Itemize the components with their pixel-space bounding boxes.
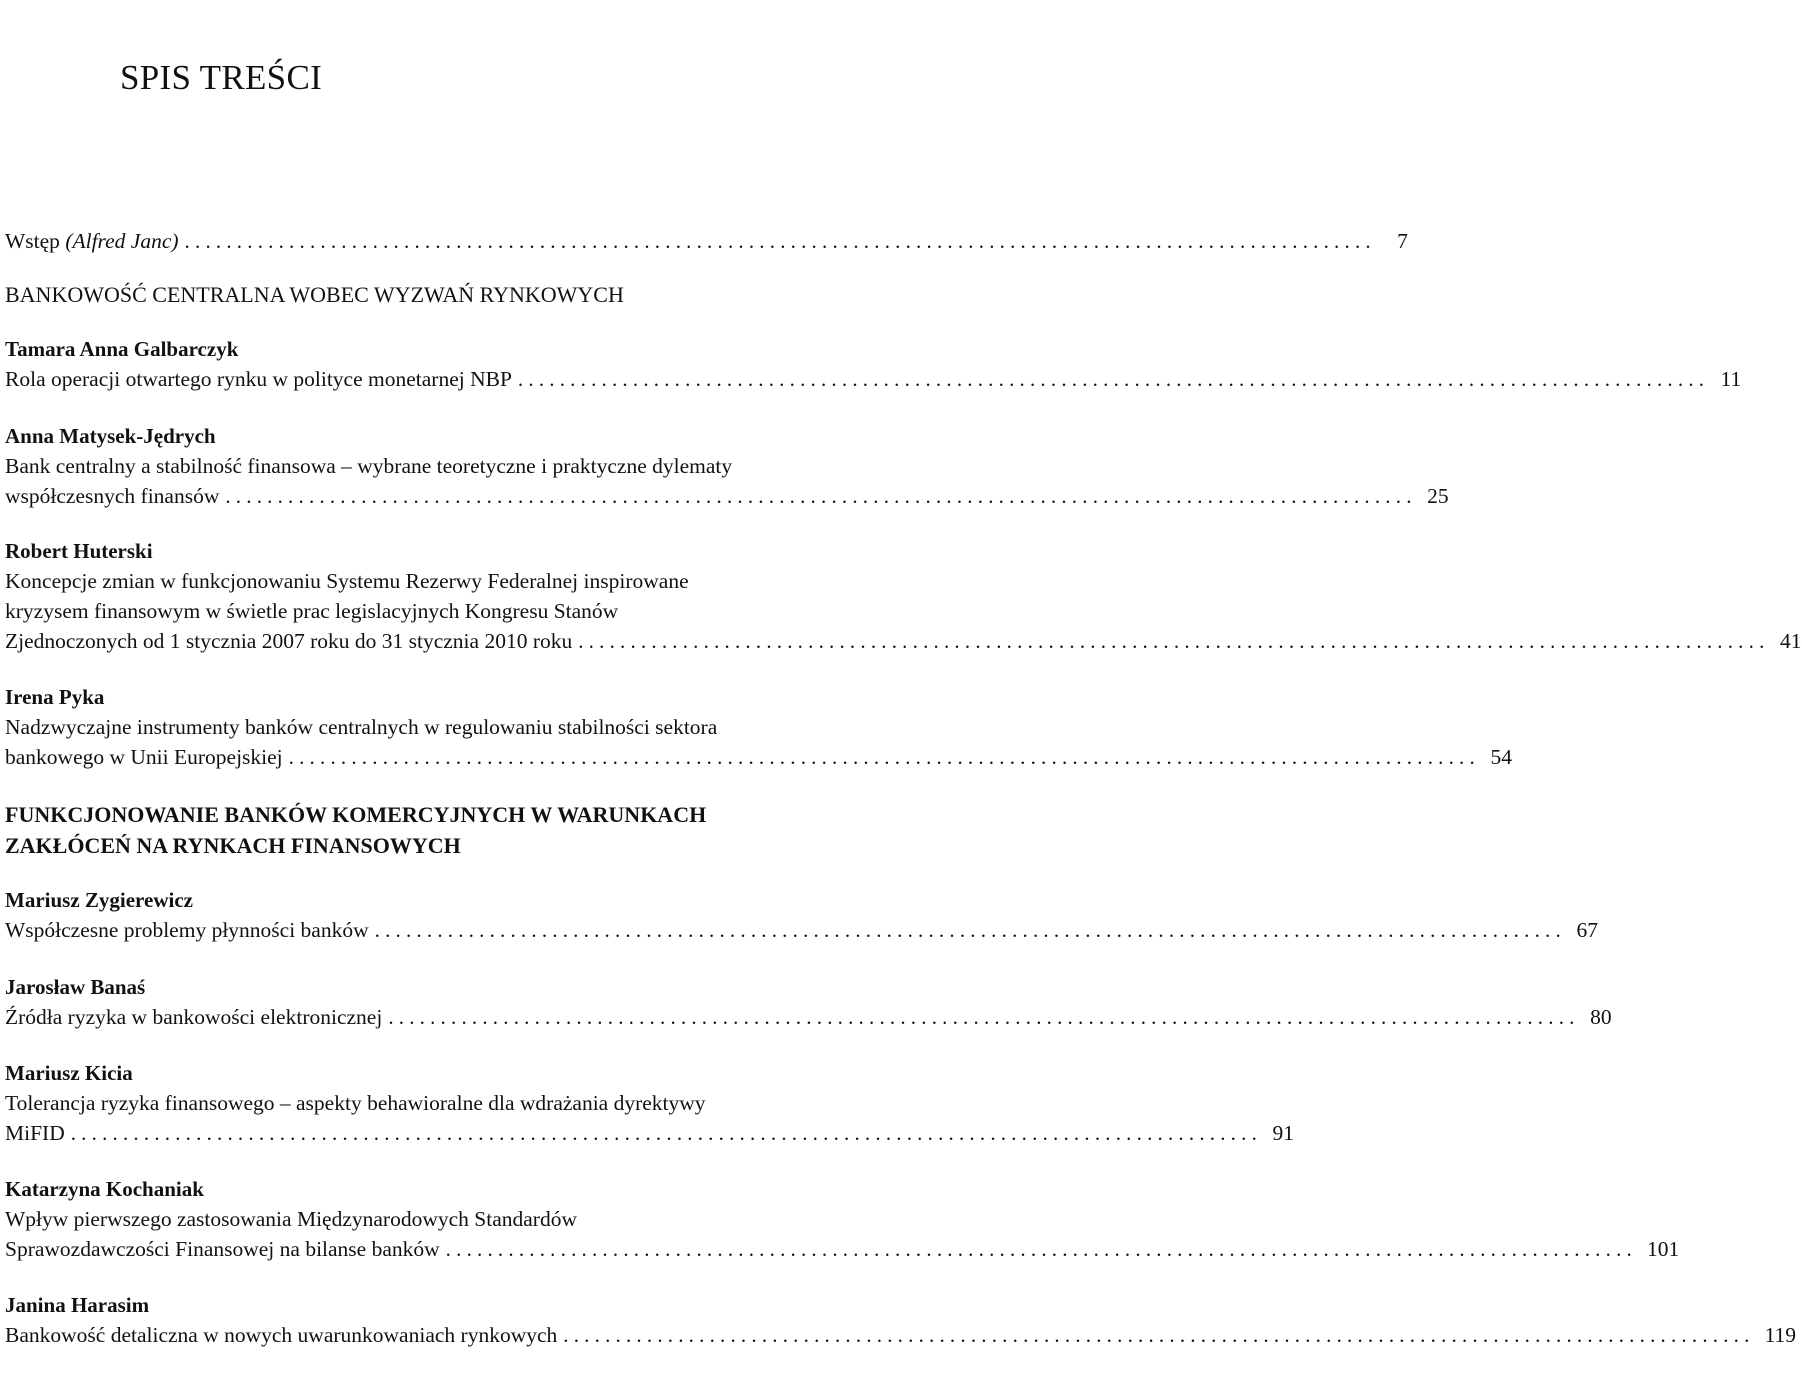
page-number: 41 bbox=[1780, 629, 1802, 653]
entry-title-line: Wpływ pierwszego zastosowania Międzynarodowych Standardów bbox=[5, 1207, 577, 1231]
entry-title-line: Tolerancja ryzyka finansowego – aspekty behawioralne dla wdrażania dyrektywy bbox=[5, 1091, 706, 1115]
toc-entry bbox=[5, 973, 1612, 1032]
entry-author: Tamara Anna Galbarczyk bbox=[5, 337, 239, 361]
entry-line bbox=[5, 1118, 1295, 1148]
entry-author: Janina Harasim bbox=[5, 1293, 150, 1317]
leader-dots: .................................................................................................................. bbox=[517, 367, 1710, 391]
entry-author: Katarzyna Kochaniak bbox=[5, 1177, 204, 1201]
page-number: 54 bbox=[1490, 745, 1512, 769]
page-title: SPIS TREŚCI bbox=[120, 58, 323, 97]
entry-title: Bankowość detaliczna w nowych uwarunkowaniach rynkowych bbox=[5, 1323, 558, 1347]
entry-author: Anna Matysek-Jędrych bbox=[5, 424, 216, 448]
entry-author: Robert Huterski bbox=[5, 539, 153, 563]
toc-entry bbox=[5, 335, 1742, 394]
entry-title-line: kryzysem finansowym w świetle prac legislacyjnych Kongresu Stanów bbox=[5, 599, 619, 623]
entry-title: MiFID bbox=[5, 1121, 65, 1145]
entry-line bbox=[5, 742, 1512, 772]
entry-line bbox=[5, 915, 1598, 945]
page-number: 7 bbox=[1397, 229, 1408, 253]
page-number: 25 bbox=[1427, 484, 1449, 508]
leader-dots: .................................................................................................................. bbox=[225, 484, 1417, 508]
entry-line bbox=[5, 481, 1449, 511]
leader-dots: .................................................................................................................. bbox=[374, 918, 1566, 942]
entry-line bbox=[5, 1002, 1612, 1032]
leader-dots: .................................................................................................................. bbox=[563, 1323, 1755, 1347]
toc-entry bbox=[5, 1291, 1797, 1350]
leader-dots: .................................................................................................................. bbox=[288, 745, 1480, 769]
entry-author: Irena Pyka bbox=[5, 685, 105, 709]
entry-author: Jarosław Banaś bbox=[5, 975, 146, 999]
entry-title-line: Nadzwyczajne instrumenty banków centralnych w regulowaniu stabilności sektora bbox=[5, 715, 718, 739]
section-heading-1 bbox=[5, 279, 922, 310]
entry-line bbox=[5, 226, 1408, 256]
entry-title: Rola operacji otwartego rynku w polityce monetarnej NBP bbox=[5, 367, 512, 391]
toc-entry bbox=[5, 1059, 1295, 1148]
page-number: 119 bbox=[1764, 1323, 1797, 1347]
entry-line bbox=[5, 364, 1742, 394]
entry-title-line: Koncepcje zmian w funkcjonowaniu Systemu Rezerwy Federalnej inspirowane bbox=[5, 569, 689, 593]
leader-dots: .................................................................................................................. bbox=[445, 1237, 1637, 1261]
entry-title-line: Bank centralny a stabilność finansowa – wybrane teoretyczne i praktyczne dylematy bbox=[5, 454, 733, 478]
section-heading-2 bbox=[5, 799, 922, 861]
entry-line bbox=[5, 626, 1802, 656]
leader-dots: .................................................................................................................. bbox=[388, 1005, 1580, 1029]
section-title: BANKOWOŚĆ CENTRALNA WOBEC WYZWAŃ RYNKOWYCH bbox=[5, 282, 624, 307]
entry-author-note: (Alfred Janc) bbox=[65, 229, 179, 253]
entry-line bbox=[5, 1234, 1680, 1264]
section-title-line: ZAKŁÓCEŃ NA RYNKACH FINANSOWYCH bbox=[5, 833, 461, 858]
entry-title: Zjednoczonych od 1 stycznia 2007 roku do 31 stycznia 2010 roku bbox=[5, 629, 573, 653]
page-number: 91 bbox=[1272, 1121, 1295, 1145]
entry-title: Współczesne problemy płynności banków bbox=[5, 918, 369, 942]
page-number: 67 bbox=[1576, 918, 1598, 942]
toc-entry bbox=[5, 683, 1512, 772]
section-title-line: FUNKCJONOWANIE BANKÓW KOMERCYJNYCH W WARUNKACH bbox=[5, 802, 707, 827]
leader-dots: .................................................................................................................. bbox=[578, 629, 1770, 653]
page-number: 101 bbox=[1646, 1237, 1680, 1261]
entry-title: Sprawozdawczości Finansowej na bilanse banków bbox=[5, 1237, 440, 1261]
leader-dots: .................................................................................................................. bbox=[184, 229, 1376, 253]
entry-title: bankowego w Unii Europejskiej bbox=[5, 745, 283, 769]
leader-dots: .................................................................................................................. bbox=[70, 1121, 1263, 1145]
toc-entry bbox=[5, 537, 1802, 656]
toc-entry bbox=[5, 422, 1449, 511]
entry-author: Mariusz Kicia bbox=[5, 1061, 133, 1085]
toc-entry bbox=[5, 886, 1598, 945]
toc-entry-intro bbox=[5, 226, 1408, 256]
entry-line bbox=[5, 1320, 1797, 1350]
toc-entry bbox=[5, 1175, 1680, 1264]
entry-title: współczesnych finansów bbox=[5, 484, 220, 508]
entry-title: Źródła ryzyka w bankowości elektronicznej bbox=[5, 1005, 383, 1029]
page-number: 11 bbox=[1720, 367, 1742, 391]
entry-title: Wstęp bbox=[5, 229, 60, 253]
entry-author: Mariusz Zygierewicz bbox=[5, 888, 193, 912]
page-number: 80 bbox=[1590, 1005, 1612, 1029]
